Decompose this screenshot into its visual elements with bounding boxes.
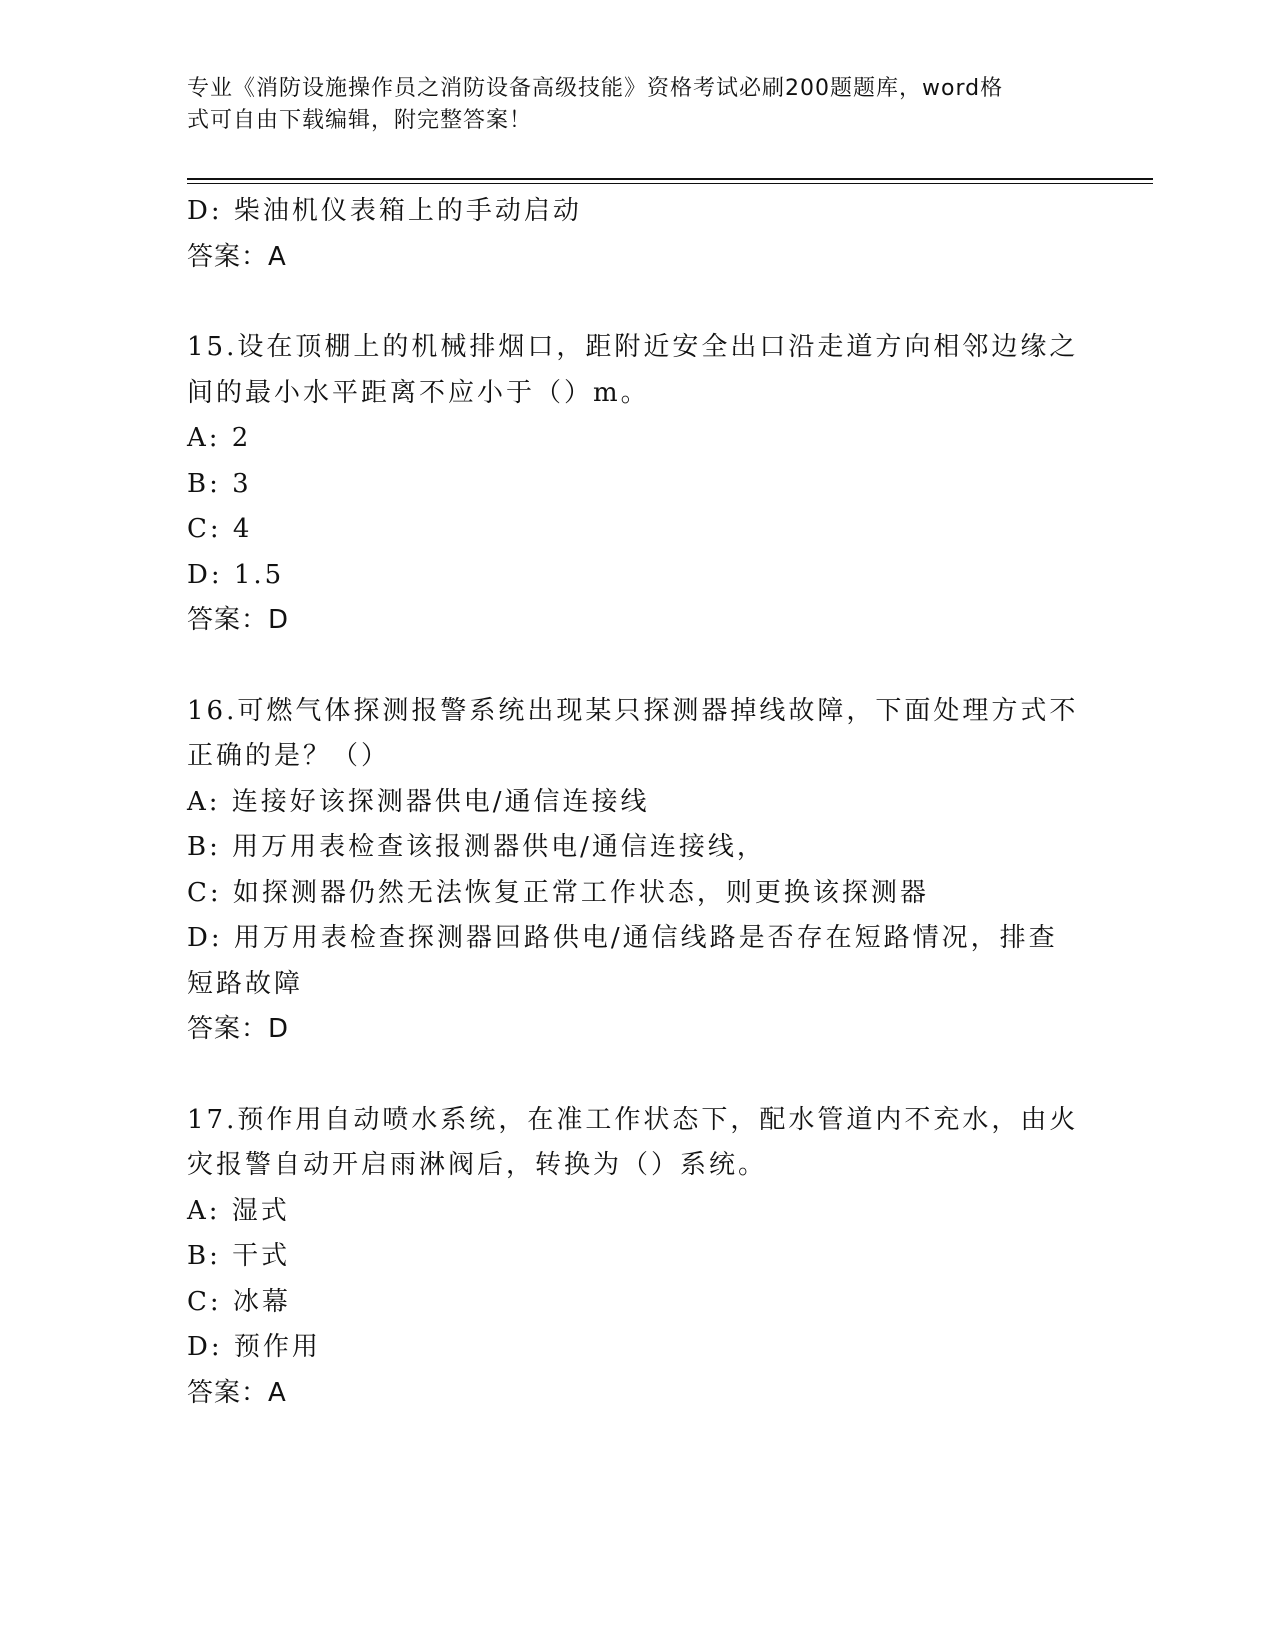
question-14-tail	[187, 189, 1087, 280]
question-17	[187, 1098, 1087, 1417]
question-stem: 17.预作用自动喷水系统，在准工作状态下，配水管道内不充水，由火	[187, 1104, 1079, 1135]
question-stem-continued: 间的最小水平距离不应小于（）m。	[187, 377, 650, 408]
option-d-continued: 短路故障	[187, 968, 304, 999]
option-b: B: 用万用表检查该报测器供电/通信连接线，	[187, 832, 766, 862]
question-15	[187, 325, 1087, 644]
option-d: D: 预作用	[187, 1332, 321, 1362]
option-b: B: 干式	[187, 1241, 291, 1271]
question-list	[187, 189, 1087, 1416]
spacer	[187, 644, 1087, 689]
header-rule-thick	[187, 178, 1153, 180]
option-c: C: 如探测器仍然无法恢复正常工作状态，则更换该探测器	[187, 877, 929, 908]
answer-line: 答案：D	[187, 1014, 290, 1044]
header-line-2: 式可自由下载编辑，附完整答案！	[187, 108, 533, 133]
question-stem: 16.可燃气体探测报警系统出现某只探测器掉线故障，下面处理方式不	[187, 695, 1079, 726]
option-c: C: 冰幕	[187, 1286, 291, 1317]
option-a: A: 连接好该探测器供电/通信连接线	[187, 786, 650, 817]
question-stem-continued: 正确的是？（）	[187, 741, 391, 771]
answer-line: 答案：A	[187, 241, 287, 272]
spacer	[187, 280, 1087, 325]
document-header	[187, 73, 1067, 137]
header-line-1: 专业《消防设施操作员之消防设备高级技能》资格考试必刷200题题库，word格	[187, 76, 1004, 101]
option-d: D: 用万用表检查探测器回路供电/通信线路是否存在短路情况，排查	[187, 923, 1058, 953]
answer-line: 答案：A	[187, 1377, 287, 1408]
option-b: B: 3	[187, 468, 252, 499]
question-16	[187, 689, 1087, 1053]
option-c: C: 4	[187, 514, 253, 544]
option-d: D: 1.5	[187, 559, 285, 590]
option-a: A: 湿式	[187, 1195, 290, 1226]
answer-line: 答案：D	[187, 605, 290, 635]
option-a: A: 2	[187, 423, 252, 453]
option-d: D: 柴油机仪表箱上的手动启动	[187, 196, 582, 226]
header-rule-thin	[187, 183, 1153, 184]
spacer	[187, 1053, 1087, 1098]
question-stem-continued: 灾报警自动开启雨淋阀后，转换为（）系统。	[187, 1150, 768, 1180]
question-stem: 15.设在顶棚上的机械排烟口，距附近安全出口沿走道方向相邻边缘之	[187, 332, 1079, 362]
